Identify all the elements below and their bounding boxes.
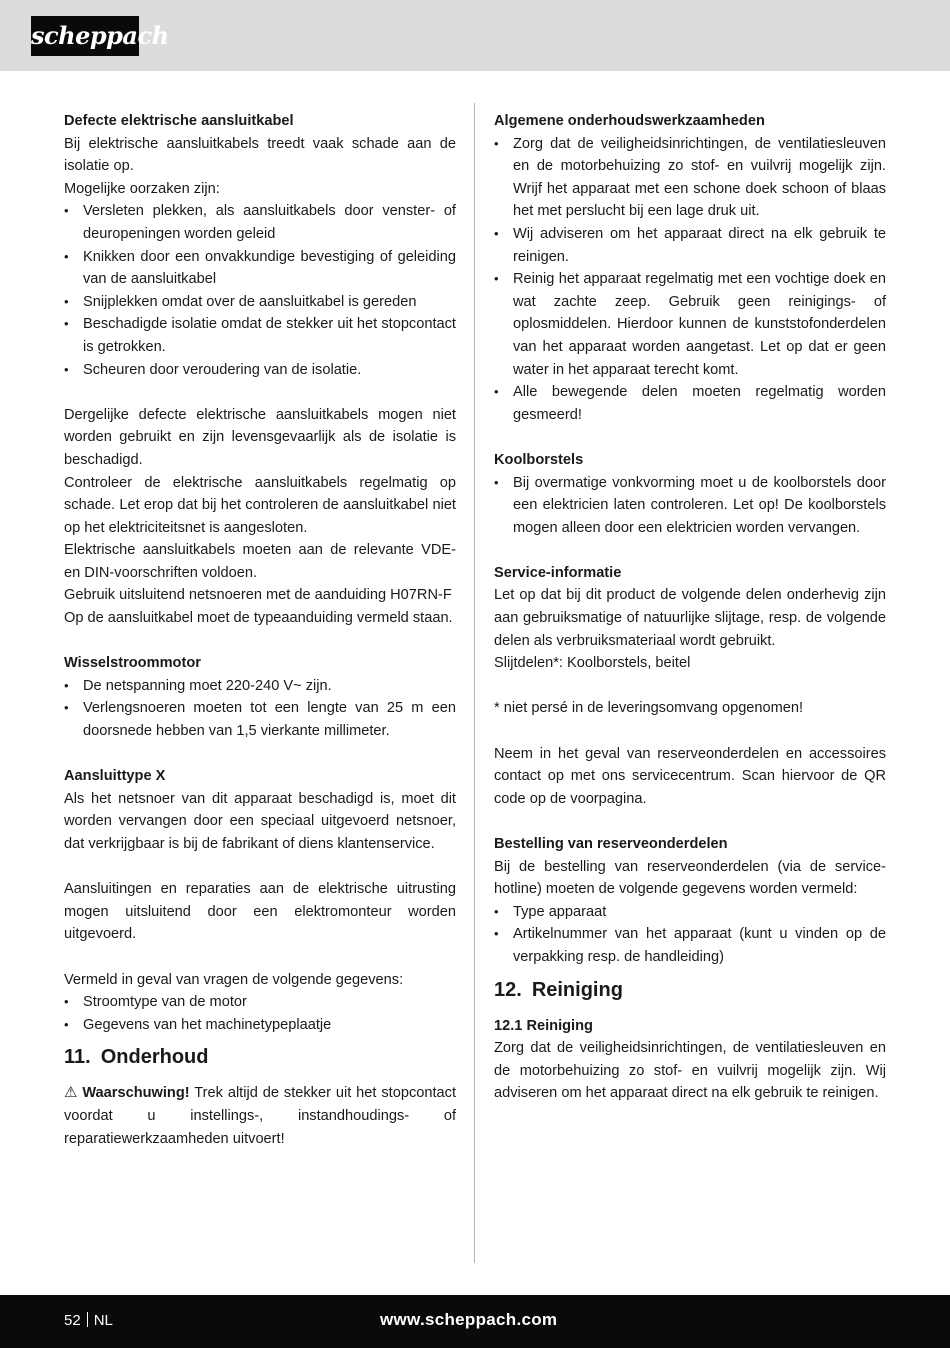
warning-text: Trek altijd de stekker uit het stopcontact voordat u instellings-, instandhoudings- of reparatiewerkzaamheden uitvoert! — [64, 1085, 456, 1147]
language-code: NL — [93, 1312, 113, 1329]
separator — [87, 1312, 88, 1327]
paragraph: Dergelijke defecte elektrische aansluitkabels mogen niet worden gebruikt en zijn levensgevaarlijk als de isolatie is beschadigd. — [64, 406, 456, 468]
chapter-heading-cleaning — [494, 977, 886, 1003]
paragraph: * niet persé in de leveringsomvang opgenomen! — [494, 700, 804, 717]
section-title-service-info: Service-informatie — [494, 564, 622, 581]
list-item: • Gegevens van het machinetypeplaatje — [64, 1014, 456, 1037]
bullet-list-order-details — [494, 901, 886, 969]
right-column — [494, 110, 886, 1105]
chapter-title: Reiniging — [531, 978, 623, 1001]
page-footer — [0, 1295, 950, 1348]
list-item: • Wij adviseren om het apparaat direct na elk gebruik te reinigen. — [494, 223, 886, 268]
scheppach-logo: scheppach — [31, 16, 139, 56]
paragraph: Slijtdelen*: Koolborstels, beitel — [494, 655, 691, 672]
list-item: • Scheuren door veroudering van de isolatie. — [64, 359, 456, 382]
list-item: • Alle bewegende delen moeten regelmatig worden gesmeerd! — [494, 381, 886, 426]
bullet-list-maintenance — [494, 133, 886, 427]
chapter-title: Onderhoud — [100, 1046, 209, 1069]
list-item: • Beschadigde isolatie omdat de stekker uit het stopcontact is getrokken. — [64, 313, 456, 358]
paragraph: Controleer de elektrische aansluitkabels regelmatig op schade. Let erop dat bij het controleren de aansluitkabel niet op het elektriciteitsnet is aangesloten. — [64, 474, 456, 536]
section-title-connection-type: Aansluittype X — [64, 768, 166, 785]
paragraph: Neem in het geval van reserveonderdelen en accessoires contact op met ons servicecentrum. Scan hiervoor de QR code op de voorpagina. — [494, 745, 886, 807]
list-item: • Knikken door een onvakkundige bevestiging of geleiding van de aansluitkabel — [64, 246, 456, 291]
list-item: • Verlengsnoeren moeten tot een lengte van 25 m een doorsnede hebben van 1,5 vierkante millimeter. — [64, 697, 456, 742]
left-column — [64, 110, 456, 1150]
list-item: • Zorg dat de veiligheidsinrichtingen, de ventilatiesleuven en de motorbehuizing zo stof- en vuilvrij mogelijk zijn. Wrijf het apparaat met een schone doek schoon of blaas het met perslucht bij een lage druk uit. — [494, 133, 886, 223]
paragraph: Elektrische aansluitkabels moeten aan de relevante VDE- en DIN-voorschriften voldoen. — [64, 542, 456, 581]
paragraph: Bij de bestelling van reserveonderdelen (via de service-hotline) moeten de volgende gegevens worden vermeld: — [494, 858, 886, 898]
list-item: • Versleten plekken, als aansluitkabels door venster- of deuropeningen worden geleid — [64, 200, 456, 245]
paragraph: Op de aansluitkabel moet de typeaanduiding vermeld staan. — [64, 610, 453, 627]
paragraph: Bij elektrische aansluitkabels treedt vaak schade aan de isolatie op. — [64, 135, 456, 175]
chapter-number: 12. — [494, 978, 522, 1001]
list-item: • Bij overmatige vonkvorming moet u de koolborstels door een elektricien laten controleren. Let op! De koolborstels mogen alleen door een elektricien worden vervangen. — [494, 472, 886, 540]
paragraph: Mogelijke oorzaken zijn: — [64, 180, 220, 197]
section-title-defect-cable: Defecte elektrische aansluitkabel — [64, 113, 294, 129]
warning-label: Waarschuwing! — [82, 1085, 190, 1102]
bullet-list-ac-motor — [64, 675, 456, 743]
paragraph: Aansluitingen en reparaties aan de elektrische uitrusting mogen uitsluitend door een elektromonteur worden uitgevoerd. — [64, 881, 456, 943]
warning-triangle-icon: ⚠ — [64, 1084, 79, 1102]
list-item: • Type apparaat — [494, 901, 886, 924]
list-item: • Artikelnummer van het apparaat (kunt u vinden op de verpakking resp. de handleiding) — [494, 923, 886, 968]
page-number: 52 — [64, 1312, 81, 1329]
paragraph: Als het netsnoer van dit apparaat beschadigd is, moet dit worden vervangen door een speciaal uitgevoerd netsnoer, dat verkrijgbaar is bij de fabrikant of diens klantenservice. — [64, 790, 456, 852]
paragraph: Vermeld in geval van vragen de volgende gegevens: — [64, 971, 404, 988]
section-title-cleaning: 12.1 Reiniging — [494, 1017, 593, 1034]
paragraph: Let op dat bij dit product de volgende delen onderhevig zijn aan gebruiksmatige of natuurlijke slijtage, resp. de volgende delen als verbruiksmateriaal wordt gebruikt. — [494, 587, 886, 649]
paragraph: Zorg dat de veiligheidsinrichtingen, de ventilatiesleuven en de motorbehuizing zo stof- en vuilvrij mogelijk zijn. Wij adviseren om het apparaat direct na elk gebruik te reinigen. — [494, 1040, 886, 1102]
section-title-carbon-brushes: Koolborstels — [494, 451, 584, 468]
section-title-spare-parts: Bestelling van reserveonderdelen — [494, 836, 728, 852]
warning-paragraph — [64, 1082, 456, 1150]
page-header — [0, 0, 950, 71]
chapter-heading-maintenance — [64, 1044, 456, 1070]
page-number-language — [64, 1310, 113, 1332]
list-item: • Reinig het apparaat regelmatig met een vochtige doek en wat zachte zeep. Gebruik geen reinigings- of oplosmiddelen. Hierdoor kunnen de kunststofonderdelen van het apparaat worden aangetast. Let op dat er geen water in het apparaat terecht komt. — [494, 268, 886, 381]
column-divider — [474, 103, 475, 1263]
list-item: • Snijplekken omdat over de aansluitkabel is gereden — [64, 291, 456, 314]
chapter-number: 11. — [64, 1046, 91, 1069]
section-title-ac-motor: Wisselstroommotor — [64, 655, 201, 672]
paragraph: Gebruik uitsluitend netsnoeren met de aanduiding H07RN-F — [64, 587, 452, 604]
bullet-list-causes — [64, 200, 456, 381]
bullet-list-details — [64, 991, 456, 1036]
list-item: • Stroomtype van de motor — [64, 991, 456, 1014]
list-item: • De netspanning moet 220-240 V~ zijn. — [64, 675, 456, 698]
website-url: www.scheppach.com — [380, 1310, 558, 1329]
section-title-general-maintenance: Algemene onderhoudswerkzaamheden — [494, 113, 765, 129]
bullet-list-carbon-brushes — [494, 472, 886, 540]
